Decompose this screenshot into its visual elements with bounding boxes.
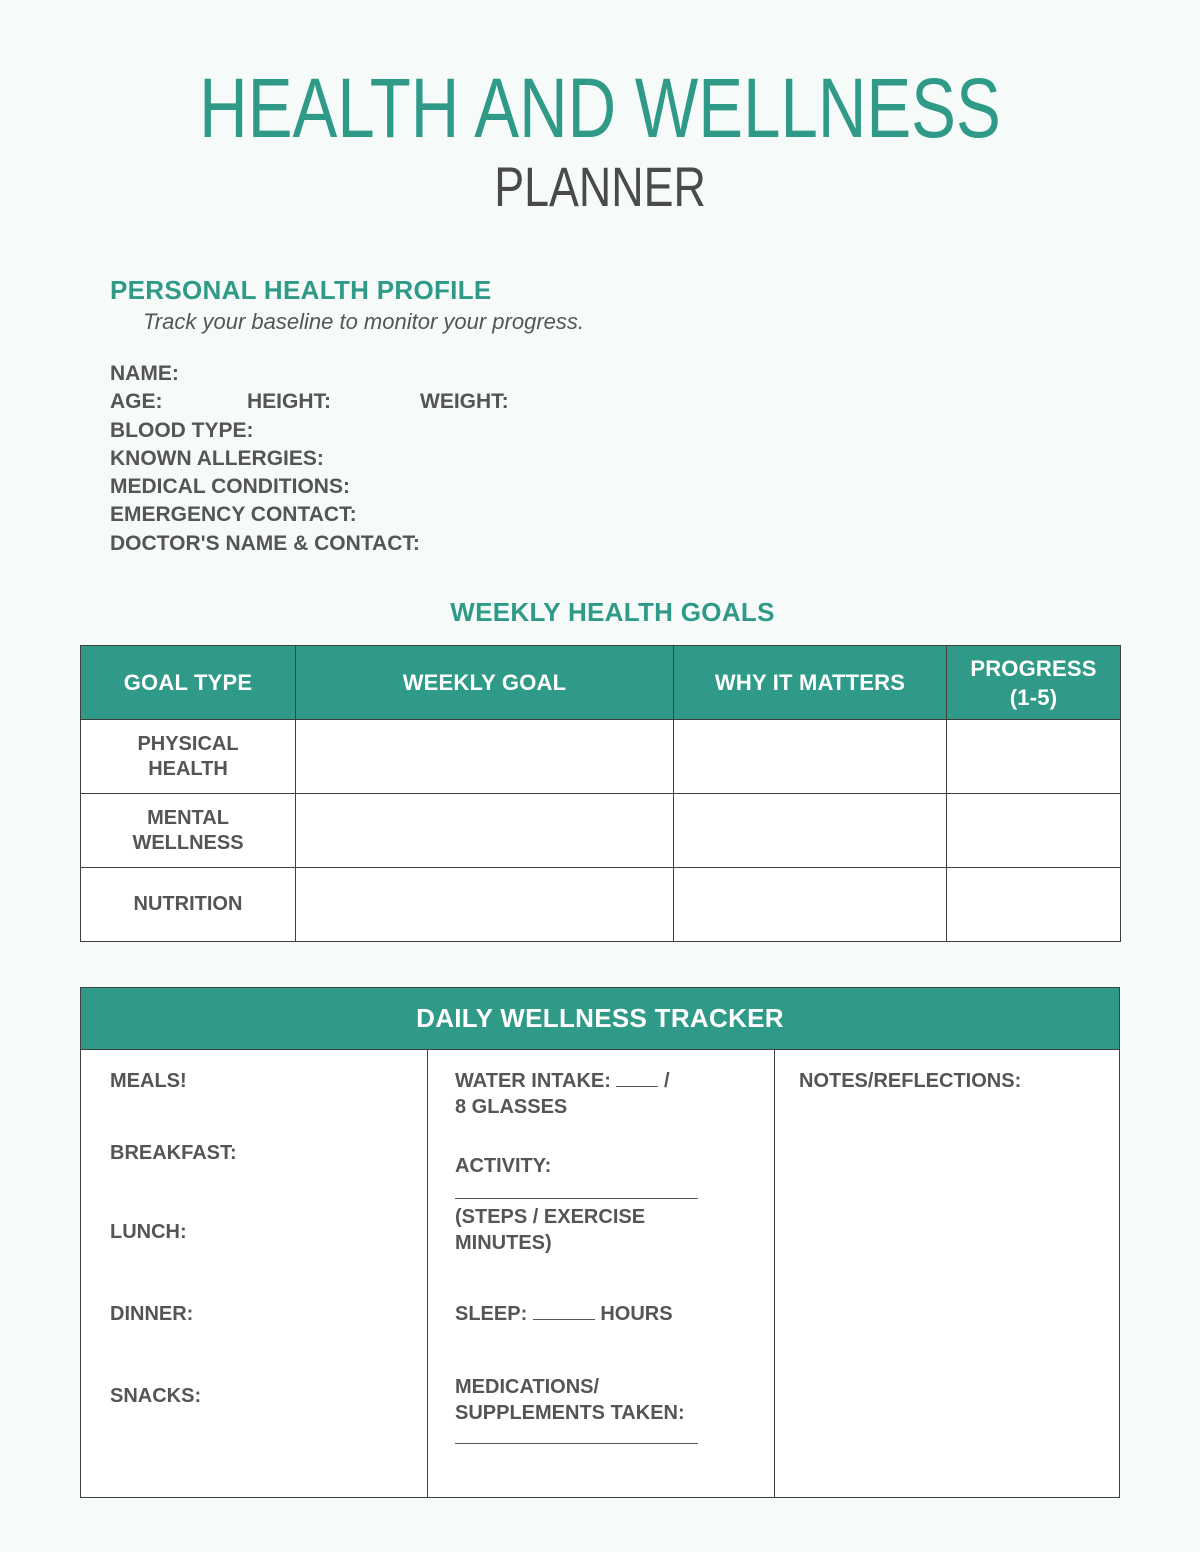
profile-heading: PERSONAL HEALTH PROFILE	[110, 275, 492, 305]
snacks-field[interactable]: SNACKS:	[110, 1385, 202, 1407]
sleep-label: SLEEP:	[455, 1303, 533, 1325]
sleep-hours-label: HOURS	[594, 1303, 673, 1325]
water-intake-field[interactable]	[455, 1068, 745, 1094]
emergency-field[interactable]	[110, 501, 509, 529]
progress-cell[interactable]	[947, 794, 1121, 868]
allergies-label: KNOWN ALLERGIES:	[110, 446, 324, 470]
name-label: NAME:	[110, 362, 179, 385]
table-row	[81, 720, 1121, 794]
age-field[interactable]: AGE:	[110, 390, 163, 414]
goal-type-cell: PHYSICAL HEALTH	[81, 720, 296, 794]
goals-table	[80, 645, 1121, 942]
dinner-field[interactable]: DINNER:	[110, 1303, 194, 1325]
profile-subheading: Track your baseline to monitor your progress.	[143, 309, 584, 334]
name-field[interactable]	[110, 360, 509, 388]
activity-line[interactable]	[455, 1198, 698, 1199]
why-it-matters-cell[interactable]	[674, 794, 947, 868]
sleep-field[interactable]	[455, 1301, 755, 1327]
why-it-matters-header: WHY IT MATTERS	[674, 646, 947, 720]
table-row	[81, 868, 1121, 942]
water-slash: /	[658, 1070, 670, 1092]
activity-label: ACTIVITY:	[455, 1155, 552, 1177]
profile-fields	[110, 360, 509, 558]
weekly-goal-header: WEEKLY GOAL	[296, 646, 674, 720]
goals-heading: WEEKLY HEALTH GOALS	[450, 597, 775, 627]
progress-header: PROGRESS (1-5)	[947, 646, 1121, 720]
notes-column[interactable]	[774, 1050, 1119, 1497]
weight-field[interactable]: WEIGHT:	[420, 390, 509, 414]
blood-type-label: BLOOD TYPE:	[110, 418, 254, 442]
sleep-blank[interactable]	[533, 1301, 595, 1320]
medications-line[interactable]	[455, 1443, 698, 1444]
daily-wellness-tracker	[80, 987, 1120, 1498]
tracker-heading: DAILY WELLNESS TRACKER	[81, 988, 1119, 1050]
blood-type-field[interactable]	[110, 417, 509, 445]
activity-note: (STEPS / EXERCISE MINUTES)	[455, 1206, 646, 1254]
water-goal-label: 8 GLASSES	[455, 1096, 568, 1118]
meals-column	[81, 1050, 428, 1497]
emergency-label: EMERGENCY CONTACT:	[110, 503, 357, 527]
water-blank[interactable]	[616, 1068, 658, 1087]
goal-type-cell: NUTRITION	[81, 868, 296, 942]
progress-cell[interactable]	[947, 868, 1121, 942]
meals-title: MEALS!	[110, 1070, 187, 1092]
weekly-goal-cell[interactable]	[296, 794, 674, 868]
planner-title: HEALTH AND WELLNESS	[199, 61, 1001, 155]
progress-cell[interactable]	[947, 720, 1121, 794]
notes-label: NOTES/REFLECTIONS:	[799, 1070, 1022, 1092]
doctor-field[interactable]	[110, 530, 509, 558]
water-intake-label: WATER INTAKE:	[455, 1070, 617, 1092]
breakfast-field[interactable]: BREAKFAST:	[110, 1142, 237, 1164]
goal-type-cell: MENTAL WELLNESS	[81, 794, 296, 868]
conditions-field[interactable]	[110, 473, 509, 501]
table-row	[81, 794, 1121, 868]
medications-label: MEDICATIONS/ SUPPLEMENTS TAKEN:	[455, 1376, 685, 1424]
goal-type-header: GOAL TYPE	[81, 646, 296, 720]
planner-subtitle: PLANNER	[494, 155, 706, 218]
why-it-matters-cell[interactable]	[674, 868, 947, 942]
conditions-label: MEDICAL CONDITIONS:	[110, 475, 350, 499]
doctor-label: DOCTOR'S NAME & CONTACT:	[110, 531, 420, 555]
weekly-goal-cell[interactable]	[296, 868, 674, 942]
lunch-field[interactable]: LUNCH:	[110, 1221, 187, 1243]
health-column	[427, 1050, 775, 1497]
weekly-goal-cell[interactable]	[296, 720, 674, 794]
height-field[interactable]: HEIGHT:	[247, 390, 331, 414]
why-it-matters-cell[interactable]	[674, 720, 947, 794]
allergies-field[interactable]	[110, 445, 509, 473]
